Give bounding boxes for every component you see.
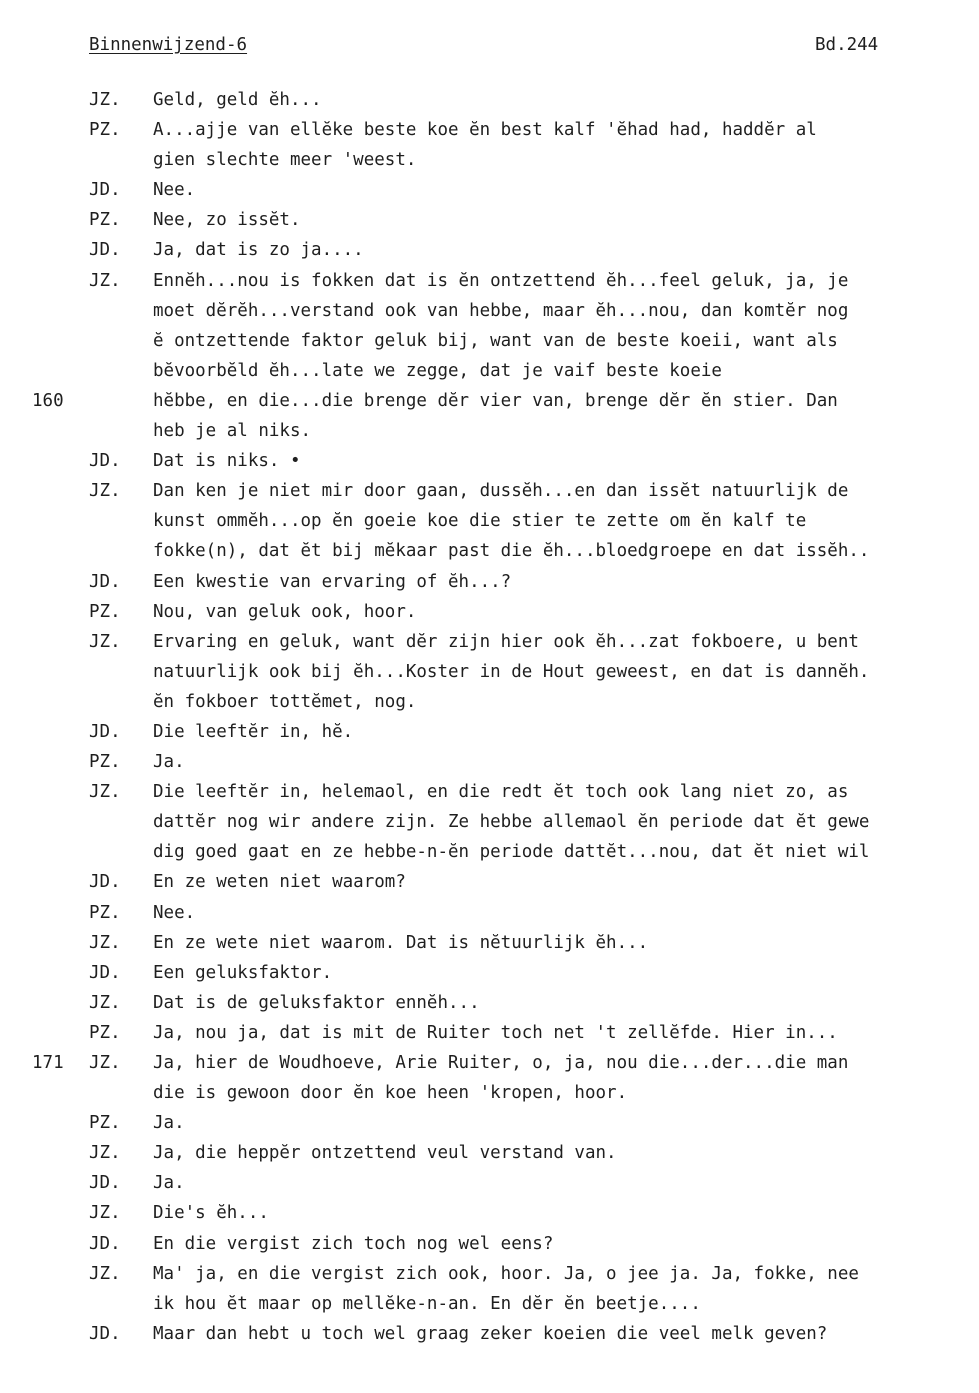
speaker-label: JZ. xyxy=(89,1203,121,1224)
speaker-label: JZ. xyxy=(89,782,121,803)
line-text: Die leeftĕr in, helemaol, en die redt ĕt toch ook lang niet zo, as xyxy=(153,782,849,803)
line-text: Dan ken je niet mir door gaan, dussĕh...en dan issĕt natuurlijk de xyxy=(153,481,849,502)
speaker-label: PZ. xyxy=(89,1022,121,1043)
line-text: ĕn fokboer tottĕmet, nog. xyxy=(153,691,417,712)
line-text: dig goed gaat en ze hebbe-n-ĕn periode dattĕt...nou, dat ĕt niet wil xyxy=(153,842,870,863)
speaker-label: PZ. xyxy=(89,902,121,923)
speaker-label: JD. xyxy=(89,451,121,472)
line-text: kunst ommĕh...op ĕn goeie koe die stier te zette om ĕn kalf te xyxy=(153,511,807,532)
speaker-label: JZ. xyxy=(89,1263,121,1284)
transcript-line xyxy=(0,717,979,747)
transcript-line xyxy=(0,1198,979,1228)
transcript-line xyxy=(0,356,979,386)
line-text: Ja, dat is zo ja.... xyxy=(153,240,364,261)
speaker-label: JD. xyxy=(89,1173,121,1194)
line-text: fokke(n), dat ĕt bij mĕkaar past die ĕh...bloedgroepe en dat issĕh.. xyxy=(153,541,870,562)
line-text: Ervaring en geluk, want dĕr zijn hier ook ĕh...zat fokboere, u bent xyxy=(153,631,859,652)
line-text: moet dĕrĕh...verstand ook van hebbe, maar ĕh...nou, dan komtĕr nog xyxy=(153,300,849,321)
line-text: Ja. xyxy=(153,1113,185,1134)
speaker-label: JZ. xyxy=(89,992,121,1013)
transcript-line xyxy=(0,1319,979,1349)
speaker-label: JD. xyxy=(89,1233,121,1254)
transcript-line xyxy=(0,657,979,687)
document-title: Binnenwijzend-6 xyxy=(89,35,248,55)
line-text: bĕvoorbĕld ĕh...late we zegge, dat je vaif beste koeie xyxy=(153,360,722,381)
line-text: natuurlijk ook bij ĕh...Koster in de Hout geweest, en dat is dannĕh. xyxy=(153,661,870,682)
line-text: Maar dan hebt u toch wel graag zeker koeien die veel melk geven? xyxy=(153,1323,828,1344)
transcript-line xyxy=(0,476,979,506)
transcript-line xyxy=(0,1229,979,1259)
transcript-line xyxy=(0,506,979,536)
line-text: En ze weten niet waarom? xyxy=(153,872,406,893)
line-text: Geld, geld ĕh... xyxy=(153,90,322,110)
line-text: gien slechte meer 'weest. xyxy=(153,150,417,171)
transcript-line xyxy=(0,175,979,205)
line-text: Ja, nou ja, dat is mit de Ruiter toch net 't zellĕfde. Hier in... xyxy=(153,1022,838,1043)
transcript-line xyxy=(0,446,979,476)
transcript-line xyxy=(0,807,979,837)
speaker-label: JD. xyxy=(89,721,121,742)
line-text: En ze wete niet waarom. Dat is nĕtuurlijk ĕh... xyxy=(153,932,649,953)
line-text: Dat is de geluksfaktor ennĕh... xyxy=(153,992,480,1013)
speaker-label: PZ. xyxy=(89,752,121,773)
transcript-line xyxy=(0,898,979,928)
transcript-line xyxy=(0,235,979,265)
speaker-label: PZ. xyxy=(89,1113,121,1134)
speaker-label: JD. xyxy=(89,240,121,261)
transcript-line xyxy=(0,627,979,657)
page-reference: Bd.244 xyxy=(815,35,879,55)
transcript-line xyxy=(0,837,979,867)
line-text: ik hou ĕt maar op mellĕke-n-an. En dĕr ĕn beetje.... xyxy=(153,1293,701,1314)
line-text: heb je al niks. xyxy=(153,421,312,442)
transcript-line xyxy=(0,958,979,988)
transcript-line xyxy=(0,777,979,807)
transcript-line xyxy=(0,1168,979,1198)
line-number: 160 xyxy=(32,390,64,411)
transcript-line xyxy=(0,928,979,958)
speaker-label: PZ. xyxy=(89,601,121,622)
line-text: Nee. xyxy=(153,902,196,923)
transcript-line xyxy=(0,416,979,446)
transcript-line xyxy=(0,115,979,145)
line-text: dattĕr nog wir andere zijn. Ze hebbe allemaol ĕn periode dat ĕt gewe xyxy=(153,812,870,833)
transcript-line xyxy=(0,567,979,597)
transcript-line xyxy=(0,85,979,115)
speaker-label: JZ. xyxy=(89,481,121,502)
speaker-label: JD. xyxy=(89,571,121,592)
line-text: Dat is niks. • xyxy=(153,451,301,472)
line-text: Ja, hier de Woudhoeve, Arie Ruiter, o, ja, nou die...der...die man xyxy=(153,1053,849,1073)
transcript-line xyxy=(0,266,979,296)
transcript-line xyxy=(0,988,979,1018)
transcript-line xyxy=(0,326,979,356)
transcript-line xyxy=(0,296,979,326)
speaker-label: PZ. xyxy=(89,210,121,231)
line-text: Nee. xyxy=(153,180,196,201)
speaker-label: JD. xyxy=(89,962,121,983)
line-number: 171 xyxy=(32,1053,64,1073)
speaker-label: JD. xyxy=(89,180,121,201)
speaker-label: JD. xyxy=(89,1323,121,1344)
transcript xyxy=(0,85,979,1349)
line-text: Ennĕh...nou is fokken dat is ĕn ontzettend ĕh...feel geluk, ja, je xyxy=(153,270,849,291)
line-text: Die's ĕh... xyxy=(153,1203,269,1224)
transcript-line xyxy=(0,687,979,717)
line-text: hĕbbe, en die...die brenge dĕr vier van, brenge dĕr ĕn stier. Dan xyxy=(153,390,838,411)
line-text: Een geluksfaktor. xyxy=(153,962,333,983)
transcript-line xyxy=(0,1048,979,1078)
line-text: Nou, van geluk ook, hoor. xyxy=(153,601,417,622)
transcript-line xyxy=(0,205,979,235)
speaker-label: JD. xyxy=(89,872,121,893)
line-text: Ja. xyxy=(153,1173,185,1194)
line-text: Een kwestie van ervaring of ĕh...? xyxy=(153,571,512,592)
transcript-line xyxy=(0,597,979,627)
transcript-line xyxy=(0,747,979,777)
speaker-label: JZ. xyxy=(89,90,121,110)
speaker-label: PZ. xyxy=(89,120,121,141)
speaker-label: JZ. xyxy=(89,631,121,652)
line-text: die is gewoon door ĕn koe heen 'kropen, hoor. xyxy=(153,1083,628,1104)
line-text: Ja, die heppĕr ontzettend veul verstand van. xyxy=(153,1143,617,1164)
transcript-line xyxy=(0,1289,979,1319)
speaker-label: JZ. xyxy=(89,932,121,953)
line-text: En die vergist zich toch nog wel eens? xyxy=(153,1233,554,1254)
transcript-line xyxy=(0,145,979,175)
line-text: Die leeftĕr in, hĕ. xyxy=(153,721,354,742)
speaker-label: JZ. xyxy=(89,1053,121,1073)
line-text: Ja. xyxy=(153,752,185,773)
transcript-line xyxy=(0,386,979,416)
line-text: A...ajje van ellĕke beste koe ĕn best kalf 'ĕhad had, haddĕr al xyxy=(153,120,817,141)
line-text: ĕ ontzettende faktor geluk bij, want van de beste koeii, want als xyxy=(153,330,838,351)
speaker-label: JZ. xyxy=(89,270,121,291)
transcript-line xyxy=(0,867,979,897)
transcript-line xyxy=(0,536,979,566)
transcript-line xyxy=(0,1018,979,1048)
line-text: Nee, zo issĕt. xyxy=(153,210,301,231)
line-text: Ma' ja, en die vergist zich ook, hoor. Ja, o jee ja. Ja, fokke, nee xyxy=(153,1263,859,1284)
speaker-label: JZ. xyxy=(89,1143,121,1164)
transcript-line xyxy=(0,1259,979,1289)
transcript-line xyxy=(0,1108,979,1138)
transcript-line xyxy=(0,1138,979,1168)
transcript-line xyxy=(0,1078,979,1108)
